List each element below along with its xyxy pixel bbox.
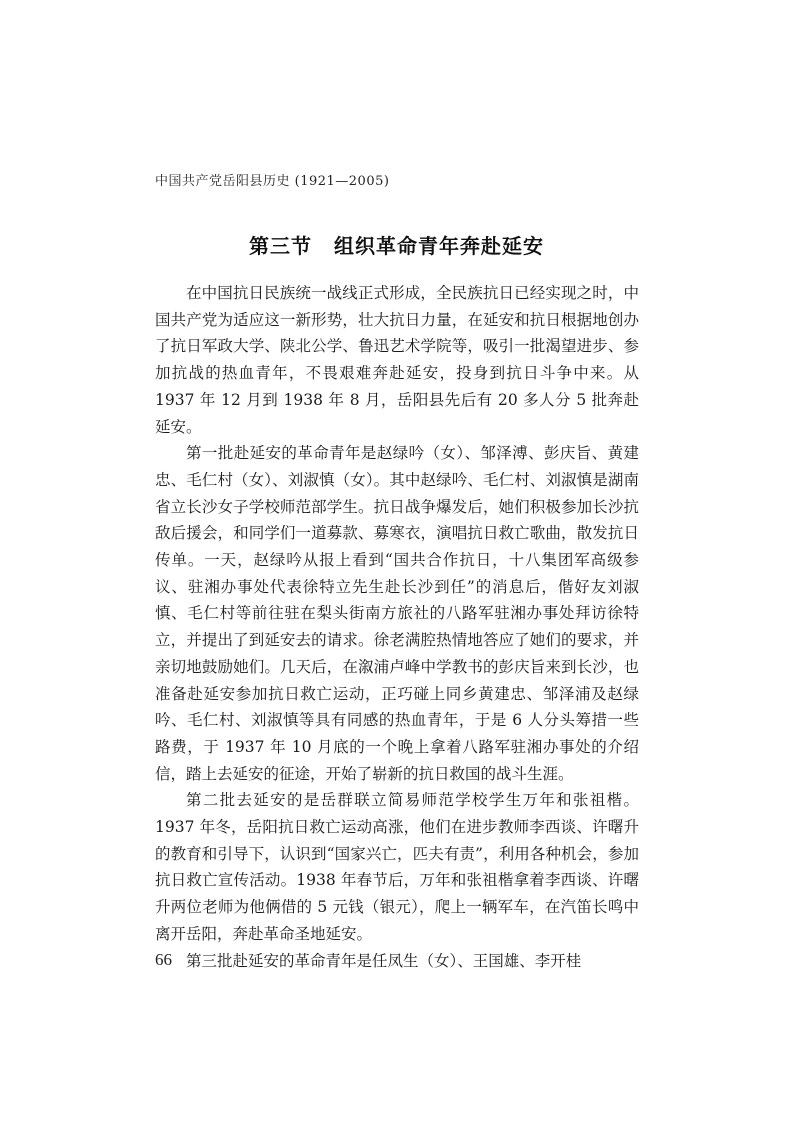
body-text [155, 280, 639, 974]
section-number: 第三节 [249, 234, 312, 258]
section-title: 组织革命青年奔赴延安 [334, 234, 544, 258]
paragraph-intro: 在中国抗日民族统一战线正式形成，全民族抗日已经实现之时，中国共产党为适应这一新形势，壮大抗日力量，在延安和抗日根据地创办了抗日军政大学、陕北公学、鲁迅艺术学院等，吸引一批渴望进步、参加抗战的热血青年，不畏艰难奔赴延安，投身到抗日斗争中来。从 1937 年 12 月到 1938 年 8 月，岳阳县先后有 20 多人分 5 批奔赴延安。 [155, 284, 639, 436]
paragraph-third-group: 第三批赴延安的革命青年是任凤生（女）、王国雄、李开桂 [186, 951, 582, 970]
page-number: 66 [155, 950, 172, 969]
section-heading [0, 230, 793, 259]
paragraph-second-group: 第二批去延安的是岳群联立简易师范学校学生万年和张祖楷。1937 年冬，岳阳抗日救亡运动高涨，他们在进步教师李西谈、许曙升的教育和引导下，认识到“国家兴亡，匹夫有责”，利用各种机会，参加抗日救亡宣传活动。1938 年春节后，万年和张祖楷拿着李西谈、许曙升两位老师为他俩借的 5 元钱（银元），爬上一辆军车，在汽笛长鸣中离开岳阳，奔赴革命圣地延安。 [155, 791, 639, 943]
running-header: 中国共产党岳阳县历史 (1921—2005) [155, 174, 390, 189]
paragraph-first-group: 第一批赴延安的革命青年是赵绿吟（女）、邹泽溥、彭庆旨、黄建忠、毛仁村（女）、刘淑慎（女）。其中赵绿吟、毛仁村、刘淑慎是湖南省立长沙女子学校师范部学生。抗日战争爆发后，她们积极参加长沙抗敌后援会，和同学们一道募款、募寒衣，演唱抗日救亡歌曲，散发抗日传单。一天，赵绿吟从报上看到“国共合作抗日，十八集团军高级参议、驻湘办事处代表徐特立先生赴长沙到任”的消息后，偕好友刘淑慎、毛仁村等前往驻在梨头街南方旅社的八路军驻湘办事处拜访徐特立，并提出了到延安去的请求。徐老满腔热情地答应了她们的要求，并亲切地鼓励她们。几天后，在溆浦卢峰中学教书的彭庆旨来到长沙，也准备赴延安参加抗日救亡运动，正巧碰上同乡黄建忠、邹泽浦及赵绿吟、毛仁村、刘淑慎等具有同感的热血青年，于是 6 人分头筹措一些路费，于 1937 年 10 月底的一个晚上拿着八路军驻湘办事处的介绍信，踏上去延安的征途，开始了崭新的抗日救国的战斗生涯。 [155, 444, 639, 783]
